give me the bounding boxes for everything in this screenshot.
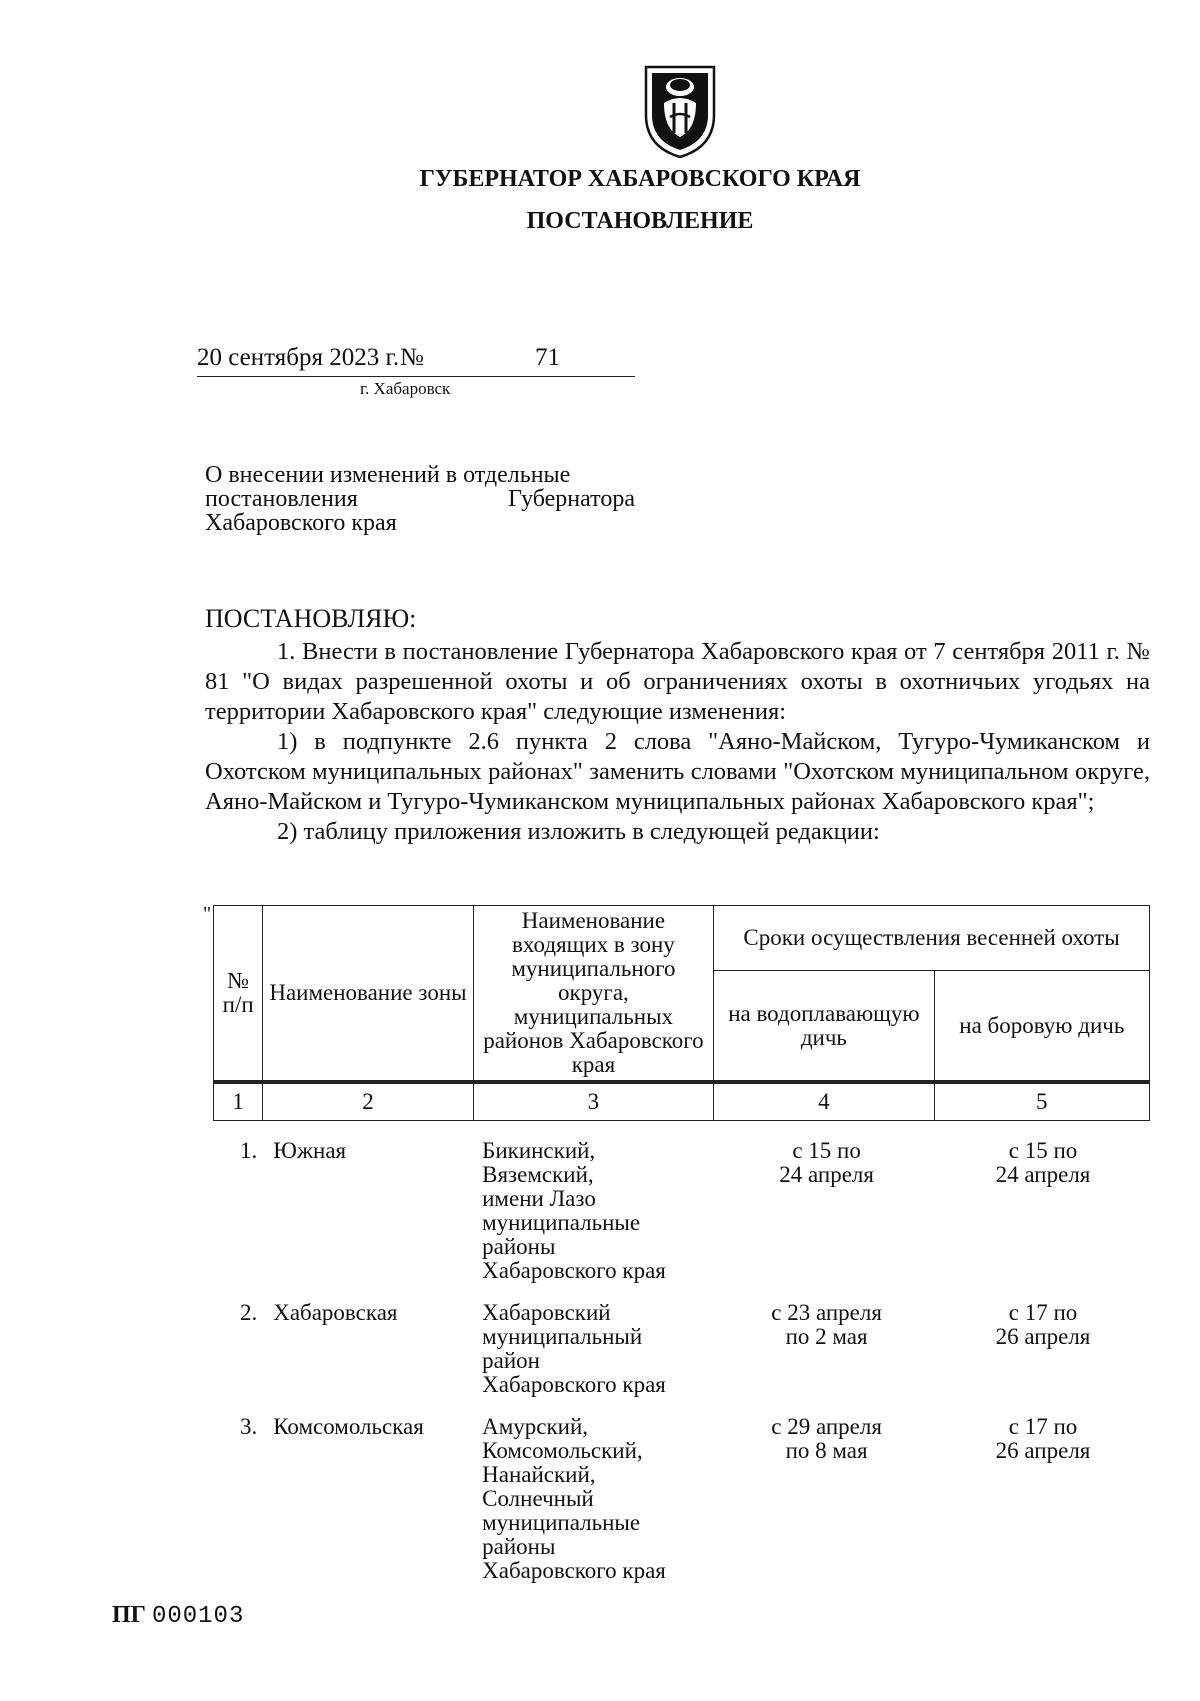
row-number: 2. — [239, 1300, 258, 1325]
term-line: с 15 по — [1008, 1138, 1078, 1163]
column-number: 4 — [714, 1082, 934, 1121]
date-number-line — [197, 344, 635, 377]
district-line: Амурский, — [482, 1414, 589, 1439]
district-line: Хабаровского края — [482, 1558, 666, 1583]
city: г. Хабаровск — [360, 379, 451, 398]
subject-word: постановления — [205, 486, 358, 512]
district-line: районы — [482, 1534, 556, 1559]
zone-name: Комсомольская — [273, 1414, 424, 1439]
term-line: 26 апреля — [995, 1324, 1091, 1349]
header-zone: Наименование зоны — [263, 906, 473, 1083]
term-line: 26 апреля — [995, 1438, 1091, 1463]
district-line: Солнечный — [482, 1486, 594, 1511]
document-date: 20 сентября 2023 г. — [197, 344, 400, 371]
term-line: с 23 апреля — [771, 1300, 882, 1325]
column-number: 5 — [934, 1082, 1149, 1121]
zone-name: Южная — [273, 1138, 347, 1163]
header-upland: на боровую дичь — [934, 971, 1149, 1083]
subject-word: Губернатора — [508, 486, 635, 512]
column-number: 2 — [263, 1082, 473, 1121]
form-serial-number — [112, 1602, 244, 1630]
subject-line — [205, 487, 635, 511]
district-line: имени Лазо — [482, 1186, 596, 1211]
term-line: по 2 мая — [785, 1324, 868, 1349]
zone-name: Хабаровская — [273, 1300, 398, 1325]
district-line: Хабаровского края — [482, 1258, 666, 1283]
district-line: районы — [482, 1234, 556, 1259]
waterfowl-term — [717, 1301, 936, 1415]
document-body — [205, 637, 1150, 847]
term-line: с 29 апреля — [771, 1414, 882, 1439]
waterfowl-term — [717, 1139, 936, 1301]
column-number: 3 — [473, 1082, 714, 1121]
document-number: 71 — [535, 344, 560, 371]
district-line: муниципальные — [482, 1210, 641, 1235]
serial-prefix: ПГ — [112, 1602, 146, 1628]
subject-line: Хабаровского края — [205, 510, 397, 536]
district-line: муниципальные — [482, 1510, 641, 1535]
column-number: 1 — [214, 1082, 263, 1121]
header-waterfowl: на водоплавающую дичь — [714, 971, 934, 1083]
district-line: Комсомольский, — [482, 1438, 643, 1463]
number-label: № — [400, 344, 424, 371]
document-type: ПОСТАНОВЛЕНИЕ — [526, 208, 754, 234]
waterfowl-term — [717, 1415, 936, 1601]
paragraph: 1) в подпункте 2.6 пункта 2 слова "Аяно-Майском, Тугуро-Чумиканском и Охотском муниципальных районах" заменить словами "Охотском муниципальном округе, Аяно-Майском и Тугуро-Чумиканском муниципальных районах Хабаровского края"; — [205, 728, 1150, 815]
term-line: с 17 по — [1008, 1300, 1078, 1325]
term-line: 24 апреля — [779, 1162, 874, 1187]
district-line: Нанайский, — [482, 1462, 596, 1487]
term-line: с 17 по — [1008, 1414, 1078, 1439]
table-body — [213, 1139, 1150, 1601]
serial-digits: 000103 — [151, 1603, 245, 1630]
subject-line: О внесении изменений в отдельные — [205, 462, 571, 488]
document-subject — [205, 463, 635, 535]
row-number: 3. — [239, 1414, 258, 1439]
term-line: 24 апреля — [995, 1162, 1091, 1187]
upland-term — [936, 1415, 1150, 1601]
districts-cell — [478, 1415, 717, 1601]
table-header — [213, 905, 1150, 1121]
paragraph: 1. Внести в постановление Губернатора Хабаровского края от 7 сентября 2011 г. № 81 "О видах разрешенной охоты и об ограничениях охоты в охотничьих угодьях на территории Хабаровского края" следующие изменения: — [205, 638, 1150, 725]
districts-cell — [478, 1139, 717, 1301]
paragraph: 2) таблицу приложения изложить в следующей редакции: — [277, 818, 880, 845]
coat-of-arms-emblem — [640, 63, 720, 159]
district-line: район — [482, 1348, 540, 1373]
district-line: Хабаровского края — [482, 1372, 666, 1397]
district-line: Бикинский, — [482, 1138, 596, 1163]
header-num: № п/п — [214, 906, 263, 1083]
district-line: муниципальный — [482, 1324, 643, 1349]
table-row — [213, 1139, 1150, 1301]
districts-cell — [478, 1301, 717, 1415]
term-line: с 15 по — [792, 1138, 861, 1163]
table-row — [213, 1301, 1150, 1415]
header-terms: Сроки осуществления весенней охоты — [714, 906, 1150, 971]
resolve-heading: ПОСТАНОВЛЯЮ: — [205, 604, 417, 633]
upland-term — [936, 1139, 1150, 1301]
row-number: 1. — [239, 1138, 258, 1163]
district-line: Хабаровский — [482, 1300, 611, 1325]
upland-term — [936, 1301, 1150, 1415]
district-line: Вяземский, — [482, 1162, 594, 1187]
opening-quote: " — [203, 903, 212, 925]
table-row — [213, 1415, 1150, 1601]
issuing-authority: ГУБЕРНАТОР ХАБАРОВСКОГО КРАЯ — [419, 166, 861, 192]
term-line: по 8 мая — [785, 1438, 868, 1463]
header-districts: Наименование входящих в зону муниципального округа, муниципальных районов Хабаровского края — [473, 906, 714, 1083]
